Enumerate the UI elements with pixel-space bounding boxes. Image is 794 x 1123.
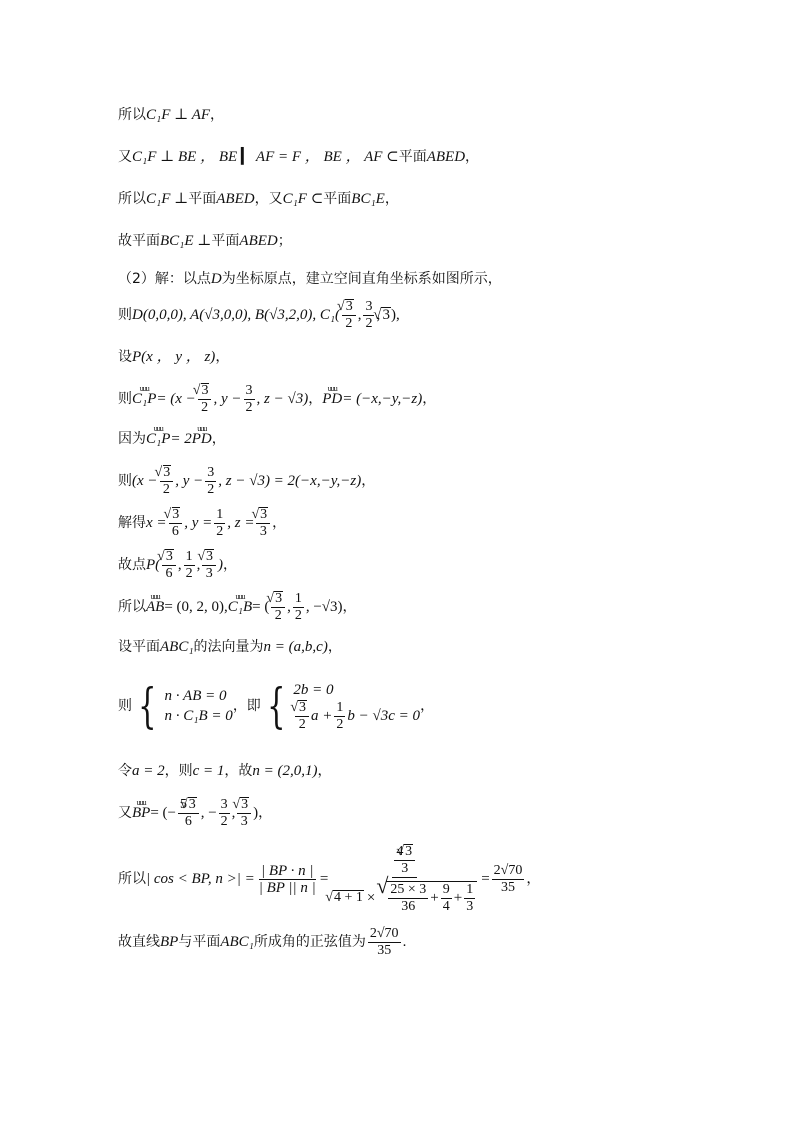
line-9 (118, 428, 226, 450)
num: 3 (220, 796, 228, 812)
sqrt: √ 3 (404, 844, 413, 859)
text: ， (342, 599, 357, 615)
text: ， (422, 391, 437, 407)
text: ， (215, 349, 230, 365)
den: 2 (274, 607, 282, 623)
text: 所以 (118, 191, 146, 207)
text: 平面 (188, 191, 217, 207)
fraction (184, 549, 195, 582)
math: a = 2 (132, 763, 165, 779)
equation-system-2 (293, 680, 420, 733)
math: BP (160, 934, 179, 950)
math: | cos < BP, n >| = (146, 871, 255, 887)
fraction (162, 549, 176, 582)
text: 所以 (118, 871, 146, 887)
math: b − √3c = 0 (347, 708, 421, 724)
math: × (366, 889, 376, 906)
fraction (368, 926, 401, 959)
den: 3 (401, 860, 409, 876)
fraction (244, 383, 255, 416)
fraction-big: $\frac{4√ 3}{3}$ √ 4 + 1 × √ $\frac{25 \times 3}{36}$ + $\frac{9}{4}$ + $\frac{1}{3}$ (330, 844, 479, 915)
text: 平面 (323, 191, 352, 207)
math: ABED (216, 191, 255, 207)
vector-c1p: uuu C₁P (146, 428, 170, 450)
den: 35 (377, 942, 392, 958)
sqrt: √ 3 (163, 465, 172, 480)
line-6: 则 D(0,0,0), A(√3,0,0), B(√3,2,0), C₁( √ $\frac{3}{2}$ , $\frac{3}{2}$ , √ 3 ), (118, 298, 400, 332)
line-16 (118, 760, 332, 782)
num: 9 (442, 881, 450, 897)
equation: n · C₁B = 0 (164, 708, 233, 724)
line-3 (118, 188, 399, 210)
text: 故平面 (118, 233, 160, 249)
den: 6 (165, 565, 173, 581)
text: 又 (118, 805, 132, 821)
left-brace-icon: { (138, 678, 157, 734)
sqrt: √ 4 + 1 (333, 890, 364, 905)
den: 3 (240, 813, 248, 829)
text: ， (211, 431, 226, 447)
text: 为坐标原点，建立空间直角坐标系如图所示， (221, 271, 502, 287)
num: 1 (216, 506, 224, 522)
num: 25 × 3 (390, 881, 427, 897)
math: c = 1 (192, 763, 225, 779)
line-2 (118, 146, 479, 168)
den: 2 (298, 716, 306, 732)
math: ) (253, 805, 259, 821)
sqrt: √ 3 (259, 507, 268, 522)
fraction (342, 299, 356, 332)
text: ， (384, 191, 399, 207)
den: 2 (185, 565, 193, 581)
line-5 (118, 268, 502, 290)
text: ，即 (232, 698, 261, 714)
text: ， (272, 515, 287, 531)
den: 2 (216, 523, 224, 539)
math: C₁F ⊥ AF (146, 107, 211, 123)
left-brace-icon: { (266, 678, 286, 734)
vector-ab: uuu AB (146, 596, 164, 618)
num: 4 (396, 843, 404, 859)
num: 1 (294, 590, 302, 606)
math: , y − (175, 473, 204, 489)
math: (x − (132, 473, 158, 489)
den: 3 (205, 565, 213, 581)
math: BC₁E ⊥ (160, 233, 212, 249)
line-12 (118, 548, 237, 582)
math: , y = (184, 515, 213, 531)
text: 则 (118, 307, 132, 323)
fraction (492, 863, 525, 896)
math: ABED (426, 149, 466, 165)
math: = (481, 871, 490, 887)
math: = (−x,−y,−z) (342, 391, 423, 407)
text: ， (258, 805, 273, 821)
text: ， (361, 473, 376, 489)
line-10 (118, 464, 375, 498)
math: , − (200, 805, 217, 821)
math: ABC₁ (160, 639, 194, 655)
fraction (160, 465, 174, 498)
fraction (202, 549, 216, 582)
text: 则 (118, 698, 132, 714)
text: ，故 (224, 763, 253, 779)
math: C₁F ⊥ BE ， BE ▎ AF = F ， BE ， AF ⊂ (132, 149, 399, 165)
text: ， (210, 107, 225, 123)
line-15 (118, 676, 434, 736)
text: ， (223, 557, 238, 573)
math: , −√3) (305, 599, 343, 615)
sqrt: √ 3 (298, 700, 307, 715)
math: ABC₁ (220, 934, 254, 950)
line-8 (118, 382, 436, 416)
num: | BP · n | (261, 862, 314, 879)
num: 3 (207, 464, 215, 480)
sqrt: √ 3 (345, 299, 354, 314)
num: 2√70 (369, 925, 399, 941)
line-18 (118, 842, 540, 916)
text: 又 (118, 149, 132, 165)
math: ) (218, 557, 224, 573)
text: 因为 (118, 431, 146, 447)
text: ，又 (254, 191, 283, 207)
line-4 (118, 230, 292, 252)
vector-c1b: uuu C₁B (228, 596, 252, 618)
text: 与平面 (178, 934, 221, 950)
math: P(x ， y ， z) (132, 349, 216, 365)
den: 36 (401, 898, 416, 914)
fraction (219, 797, 230, 830)
text: 所以 (118, 107, 146, 123)
sqrt: √ 3 (188, 797, 197, 812)
math: a + (311, 708, 333, 724)
text: ， (317, 763, 332, 779)
math: = (x − (156, 391, 196, 407)
den: 2 (365, 315, 373, 331)
sqrt: √ 3 (201, 383, 210, 398)
equation-system-1 (165, 686, 233, 726)
den: 2 (336, 716, 344, 732)
text: 故点 (118, 557, 146, 573)
num: 3 (245, 382, 253, 398)
text: ), (390, 307, 400, 323)
math: BC₁E (351, 191, 385, 207)
math: = 2 (170, 431, 192, 447)
text: 解得 (118, 515, 146, 531)
math: D (210, 271, 222, 287)
vector-pd: uuu PD (322, 388, 342, 410)
text: 令 (118, 763, 132, 779)
math: , y − (213, 391, 242, 407)
math: x = (146, 515, 167, 531)
den: 35 (501, 879, 515, 895)
num: 1 (336, 699, 344, 715)
fraction (214, 507, 225, 540)
math: , z − √3) = 2(−x,−y,−z) (218, 473, 362, 489)
text: 则 (118, 473, 132, 489)
math: , z = (227, 515, 255, 531)
sqrt: √ 3 (381, 307, 391, 322)
fraction (256, 507, 270, 540)
math: n = (a,b,c) (263, 639, 328, 655)
math: , (177, 557, 182, 573)
line-17: 又 uuu BP = (− $\frac{5√ 3}{6}$ , − $\frac{3}{2}$ , √ $\frac{3}{3}$ ) ， (118, 796, 272, 830)
math: + (453, 890, 463, 906)
den: 2 (345, 315, 353, 331)
text: . (402, 934, 407, 950)
text: ， (308, 391, 323, 407)
text: 设 (118, 349, 132, 365)
den: 2 (220, 813, 228, 829)
text: ， (420, 698, 435, 714)
num: 5 (180, 796, 187, 812)
math: = (− (150, 805, 176, 821)
text: （2）解：以点 (118, 271, 211, 287)
num: 3 (365, 298, 373, 314)
math: C₁F ⊂ (282, 191, 324, 207)
den: 3 (259, 523, 267, 539)
den: 2 (245, 399, 253, 415)
text: 平面 (398, 149, 427, 165)
fraction (334, 700, 345, 733)
vector-pd: uuu PD (192, 428, 212, 450)
den: 2 (162, 481, 170, 497)
text: 则 (118, 391, 132, 407)
fraction (169, 507, 183, 540)
fraction (198, 383, 212, 416)
den: | BP || n | (258, 879, 316, 896)
math: , (196, 557, 201, 573)
sqrt: √ 3 (274, 591, 283, 606)
text: ， (526, 871, 541, 887)
math: , z − √3) (256, 391, 309, 407)
equation: n · AB = 0 (164, 688, 227, 704)
text: 平面 (211, 233, 240, 249)
math: = ( (252, 599, 270, 615)
math: = (319, 871, 329, 887)
den: 2 (294, 607, 302, 623)
math: n = (2,0,1) (252, 763, 318, 779)
line-11 (118, 506, 286, 540)
line-1 (118, 104, 224, 126)
text: 所成角的正弦值为 (253, 934, 366, 950)
text: ， (327, 639, 342, 655)
math: C₁F ⊥ (146, 191, 189, 207)
text: 所以 (118, 599, 146, 615)
vector-c1p: uuu C₁P (132, 388, 156, 410)
den: 6 (184, 813, 192, 829)
text: 故直线 (118, 934, 160, 950)
den: 6 (171, 523, 179, 539)
num: 1 (185, 548, 193, 564)
sqrt: √ 3 (240, 797, 249, 812)
den: 4 (442, 898, 450, 914)
text: 的法向量为 (193, 639, 264, 655)
text: 设平面 (118, 639, 160, 655)
sqrt: √ 3 (205, 549, 214, 564)
equation: 2b = 0 (293, 681, 334, 698)
den: 2 (207, 481, 215, 497)
line-19 (118, 924, 406, 960)
line-14 (118, 636, 342, 658)
line-13: 所以 uuu AB = (0, 2, 0), uuu C₁B = ( √ $\frac{3}{2}$ , $\frac{1}{2}$ , −√3) ， (118, 590, 357, 624)
fraction (293, 591, 304, 624)
math: ABED (239, 233, 278, 249)
fraction (237, 797, 251, 830)
den: 3 (466, 898, 474, 914)
text: ； (277, 233, 292, 249)
math: + (430, 890, 439, 906)
text: ，则 (164, 763, 193, 779)
vector-bp: uuu BP (132, 802, 150, 824)
num: 1 (466, 881, 474, 897)
text: ， (465, 149, 480, 165)
fraction (295, 700, 309, 733)
sqrt: √ 3 (172, 507, 181, 522)
math: D(0,0,0), A(√3,0,0), B(√3,2,0), C₁( (132, 307, 341, 323)
fraction (205, 465, 216, 498)
num: 2√70 (493, 862, 523, 878)
fraction (178, 797, 199, 830)
math: = (0, 2, 0), (164, 599, 228, 615)
fraction (271, 591, 285, 624)
line-7 (118, 346, 229, 368)
math: P( (146, 557, 161, 573)
fraction (257, 863, 318, 896)
sqrt: √ 3 (165, 549, 174, 564)
den: 2 (201, 399, 209, 415)
